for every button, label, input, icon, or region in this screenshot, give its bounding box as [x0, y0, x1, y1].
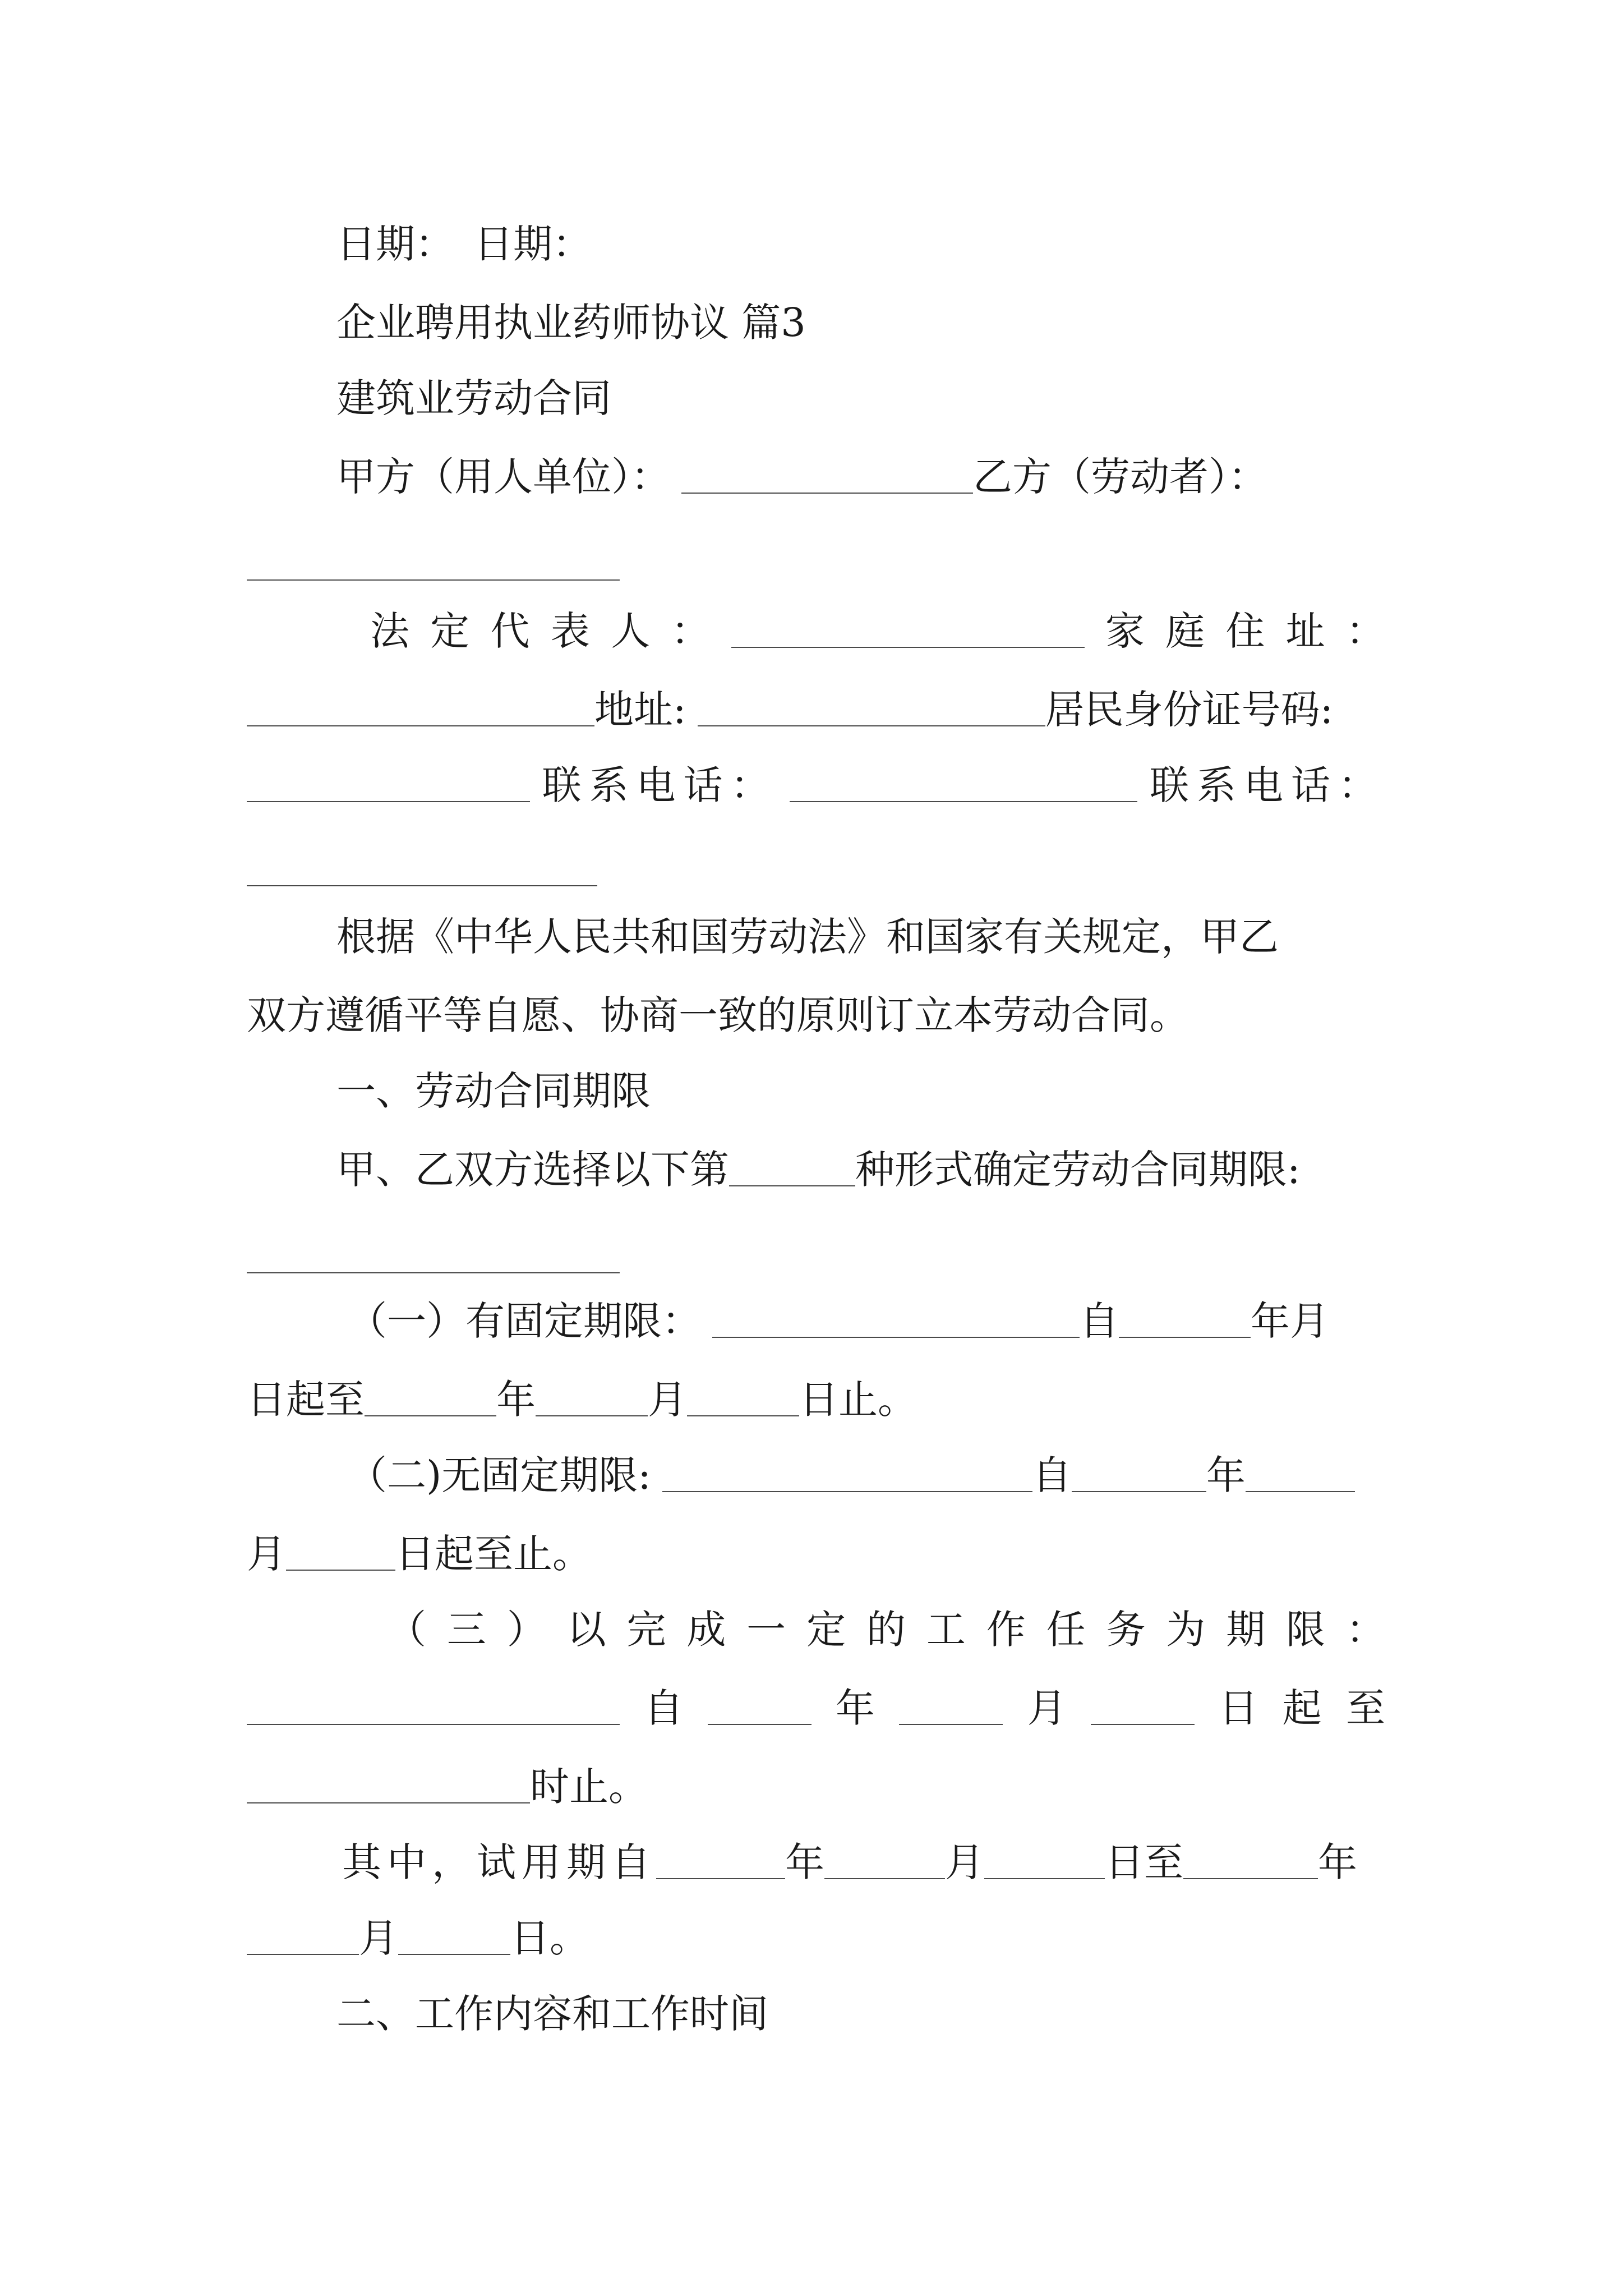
party-b-blank[interactable] [247, 547, 620, 581]
fixed-term-blank[interactable] [712, 1304, 1080, 1338]
legal-rep-char: 法 [370, 608, 409, 654]
open-nian: 年 [1206, 1452, 1246, 1498]
party-a-blank[interactable] [681, 460, 973, 494]
probation-label: 其中，试用期自 [342, 1839, 656, 1885]
phone-b-label: 联系电话： [1149, 762, 1385, 808]
legal-rep-char: 表 [550, 608, 590, 654]
date-line-text: 日期： 日期： [336, 221, 592, 267]
probation-end-month-blank[interactable] [247, 1921, 359, 1955]
task-char: 以 [566, 1607, 606, 1653]
phone-b-blank[interactable] [247, 853, 597, 886]
task-month-blank[interactable] [899, 1691, 1003, 1725]
task-char: 工 [926, 1607, 966, 1653]
probation-end-ri: 日。 [510, 1915, 589, 1961]
task-yue: 月 [1027, 1685, 1067, 1731]
address-label: 地址: [594, 687, 686, 733]
fixed-term-label: （一）有固定期限： [348, 1298, 701, 1344]
id-number-blank[interactable] [247, 769, 530, 802]
open-term-line-2 [247, 1517, 1385, 1590]
phone-a-blank[interactable] [790, 769, 1137, 802]
task-zi: 自 [644, 1685, 684, 1731]
address-line [247, 673, 1385, 746]
choose-blank[interactable] [247, 1240, 620, 1273]
address-blank[interactable] [698, 693, 1045, 726]
task-year-blank[interactable] [708, 1691, 811, 1725]
task-char: 限 [1286, 1607, 1326, 1653]
home-address-char: ： [1345, 608, 1385, 654]
task-term-line-2 [247, 1672, 1385, 1745]
probation-ri-zhi: 日至 [1105, 1839, 1183, 1885]
contract-title-text: 建筑业劳动合同 [336, 375, 611, 421]
intro-text-1: 根据《中华人民共和国劳动法》和国家有关规定，甲乙 [336, 914, 1279, 960]
probation-start-day-blank[interactable] [984, 1846, 1105, 1879]
legal-rep-char: 定 [430, 608, 470, 654]
probation-start-year-blank[interactable] [656, 1846, 785, 1879]
phone-line [247, 749, 1385, 822]
probation-start-month-blank[interactable] [824, 1846, 945, 1879]
task-char: ： [1346, 1607, 1385, 1653]
probation-end-nian: 年 [1318, 1839, 1357, 1885]
task-char: 期 [1226, 1607, 1266, 1653]
home-address-char: 庭 [1165, 608, 1205, 654]
section-1-text: 一、劳动合同期限 [336, 1068, 651, 1114]
task-char: 成 [686, 1607, 726, 1653]
legal-rep-char: 人 [611, 608, 651, 654]
party-a-label: 甲方（用人单位）： [336, 454, 670, 500]
open-term-blank[interactable] [662, 1458, 1032, 1492]
task-char: 作 [986, 1607, 1026, 1653]
legal-rep-blank[interactable] [731, 614, 1085, 648]
fixed-ri-qi-zhi: 日起至 [247, 1377, 365, 1423]
probation-yue: 月 [945, 1839, 984, 1885]
task-char: 的 [866, 1607, 906, 1653]
task-ri: 日 [1219, 1685, 1258, 1731]
fixed-yue: 月 [648, 1377, 687, 1423]
probation-nian: 年 [785, 1839, 824, 1885]
form-number-blank[interactable] [729, 1153, 855, 1186]
section-2-heading [336, 1977, 1475, 2050]
section-2-text: 二、工作内容和工作时间 [336, 1991, 768, 2037]
contract-title [336, 362, 1475, 435]
home-address-blank[interactable] [247, 693, 594, 726]
task-nian: 年 [835, 1685, 875, 1731]
date-line [336, 208, 1475, 280]
task-char: 完 [626, 1607, 666, 1653]
fixed-end-year-blank[interactable] [365, 1383, 496, 1416]
open-term-line [348, 1439, 1385, 1512]
task-zhi: 至 [1345, 1685, 1385, 1731]
intro-line-1 [336, 900, 1385, 973]
fixed-ri-zhi: 日止。 [799, 1377, 917, 1423]
probation-end-day-blank[interactable] [398, 1921, 510, 1955]
probation-end-year-blank[interactable] [1183, 1846, 1318, 1879]
party-b-blank-line [247, 527, 1385, 600]
open-month-blank[interactable] [1246, 1458, 1355, 1492]
phone-b-blank-line [247, 833, 1385, 906]
task-day-blank[interactable] [1091, 1691, 1195, 1725]
legal-rep-char: 代 [490, 608, 530, 654]
open-day-blank[interactable] [286, 1537, 395, 1571]
legal-rep-line [370, 595, 1385, 668]
task-char: 务 [1106, 1607, 1146, 1653]
open-ri-qi-zhi-zhi: 日起至止。 [395, 1531, 592, 1577]
party-b-label: 乙方（劳动者）： [973, 454, 1267, 500]
choose-form-line [336, 1133, 1385, 1206]
legal-rep-char: ： [671, 608, 711, 654]
task-char: 任 [1046, 1607, 1086, 1653]
choose-blank-line [247, 1220, 1385, 1293]
task-char: 三 [446, 1607, 486, 1653]
task-qi: 起 [1282, 1685, 1322, 1731]
task-char: 一 [746, 1607, 786, 1653]
open-term-label: （二)无固定期限: [348, 1452, 651, 1498]
intro-text-2: 双方遵循平等自愿、协商一致的原则订立本劳动合同。 [247, 992, 1189, 1038]
task-term-line-3 [247, 1750, 1385, 1823]
task-term-blank[interactable] [247, 1691, 620, 1725]
open-year-blank[interactable] [1072, 1458, 1206, 1492]
fixed-term-line [348, 1285, 1385, 1358]
open-zi: 自 [1032, 1452, 1072, 1498]
fixed-term-line-2 [247, 1363, 1385, 1436]
choose-text-2: 种形式确定劳动合同期限: [855, 1147, 1301, 1193]
task-char: 为 [1166, 1607, 1206, 1653]
task-term-line [387, 1593, 1385, 1666]
task-char: ） [506, 1607, 546, 1653]
document-title-text: 企业聘用执业药师协议 篇3 [336, 300, 806, 346]
document-title [336, 286, 1475, 359]
fixed-nian: 年 [496, 1377, 536, 1423]
fixed-start-year-blank[interactable] [1119, 1304, 1251, 1338]
home-address-char: 住 [1225, 608, 1265, 654]
section-1-heading [336, 1055, 1475, 1128]
home-address-char: 家 [1105, 608, 1145, 654]
fixed-end-day-blank[interactable] [687, 1383, 799, 1416]
task-end-blank[interactable] [247, 1770, 530, 1803]
fixed-nian-yue: 年月 [1251, 1298, 1329, 1344]
task-end-text: 时止。 [530, 1764, 648, 1810]
probation-end-yue: 月 [359, 1915, 398, 1961]
task-char: （ [387, 1607, 426, 1653]
probation-line [342, 1826, 1385, 1899]
intro-line-2 [247, 979, 1385, 1052]
fixed-zi: 自 [1080, 1298, 1119, 1344]
id-number-label: 居民身份证号码: [1045, 687, 1334, 733]
parties-line [336, 440, 1391, 513]
home-address-char: 址 [1285, 608, 1325, 654]
open-yue: 月 [247, 1531, 286, 1577]
choose-text-1: 甲、乙双方选择以下第 [336, 1147, 729, 1193]
phone-a-label: 联系电话： [542, 762, 778, 808]
task-char: 定 [806, 1607, 846, 1653]
probation-line-2 [247, 1902, 1385, 1975]
fixed-end-month-blank[interactable] [536, 1383, 648, 1416]
